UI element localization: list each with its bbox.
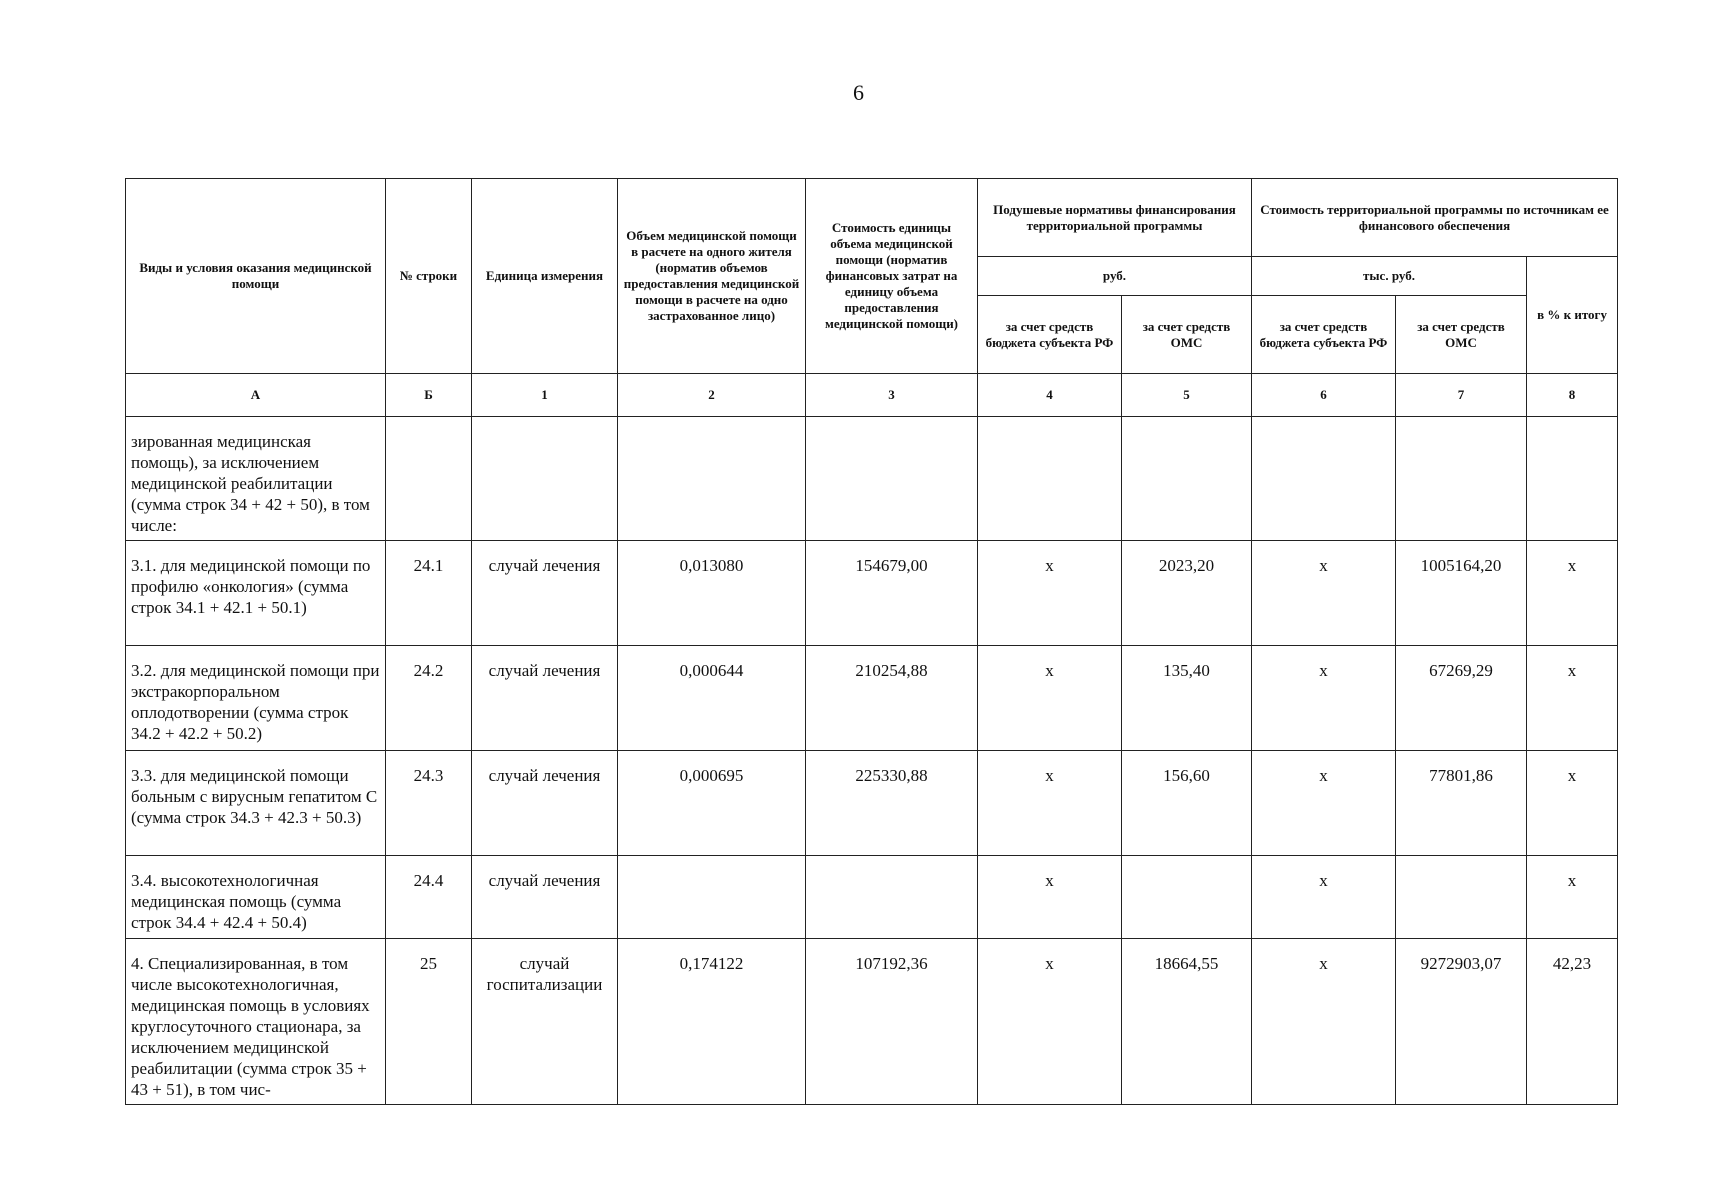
cell-pc-oms [1122,417,1252,541]
header-percent: в % к итогу [1527,257,1618,374]
cell-percent: х [1527,541,1618,646]
cell-volume [618,856,806,939]
cell-c-oms [1396,856,1527,939]
table-row [126,751,1618,856]
colnum-3: 3 [806,374,978,417]
cell-pc-oms [1122,856,1252,939]
cell-volume: 0,000644 [618,646,806,751]
cell-percent [1527,417,1618,541]
cell-row-no: 24.4 [386,856,472,939]
cell-percent: х [1527,751,1618,856]
cell-kind: 3.1. для медицинской помощи по профилю «онкология» (сумма строк 34.1 + 42.1 + 50.1) [126,541,386,646]
cell-pc-oms: 135,40 [1122,646,1252,751]
colnum-a: А [126,374,386,417]
cell-unit [472,417,618,541]
cell-cost [806,856,978,939]
cell-c-budget: х [1252,939,1396,1105]
header-row-1 [126,179,1618,257]
cell-percent: х [1527,856,1618,939]
cell-volume: 0,013080 [618,541,806,646]
header-row-no: № строки [386,179,472,374]
table-row [126,939,1618,1105]
cell-kind: 3.3. для медицинской помощи больным с вирусным гепатитом С (сумма строк 34.3 + 42.3 + 50.3) [126,751,386,856]
cell-cost: 154679,00 [806,541,978,646]
cell-pc-budget: х [978,541,1122,646]
cell-pc-budget: х [978,751,1122,856]
cell-c-oms: 77801,86 [1396,751,1527,856]
cell-c-oms: 1005164,20 [1396,541,1527,646]
cell-c-oms: 67269,29 [1396,646,1527,751]
cell-volume: 0,000695 [618,751,806,856]
page-number: 6 [853,80,864,105]
colnum-b: Б [386,374,472,417]
header-kind: Виды и условия оказания медицинской помощи [126,179,386,374]
colnum-5: 5 [1122,374,1252,417]
cell-cost: 107192,36 [806,939,978,1105]
cell-row-no [386,417,472,541]
cell-pc-budget [978,417,1122,541]
header-sub-budget-2: за счет средств бюджета субъекта РФ [1252,296,1396,374]
cell-row-no: 24.3 [386,751,472,856]
table-row [126,856,1618,939]
header-sub-oms: за счет средств ОМС [1122,296,1252,374]
cell-cost [806,417,978,541]
colnum-7: 7 [1396,374,1527,417]
cell-pc-budget: х [978,856,1122,939]
header-volume: Объем медицинской помощи в расчете на одного жителя (норматив объемов предоставления медицинской помощи в расчете на одно застрахованное лицо) [618,179,806,374]
colnum-2: 2 [618,374,806,417]
header-group-per-capita: Подушевые нормативы финансирования территориальной программы [978,179,1252,257]
cell-c-budget: х [1252,751,1396,856]
header-sub-oms-2: за счет средств ОМС [1396,296,1527,374]
cell-unit: случай лечения [472,541,618,646]
header-group-cost: Стоимость территориальной программы по источникам ее финансового обеспечения [1252,179,1618,257]
cell-unit: случай лечения [472,856,618,939]
cell-kind: 4. Специализированная, в том числе высокотехнологичная, медицинская помощь в условиях круглосуточного стационара, за исключением медицинской реабилитации (сумма строк 35 + 43 + 51), в том чис- [126,939,386,1105]
cell-c-budget [1252,417,1396,541]
cell-cost: 210254,88 [806,646,978,751]
colnum-1: 1 [472,374,618,417]
cell-pc-budget: х [978,646,1122,751]
cell-c-oms [1396,417,1527,541]
colnum-8: 8 [1527,374,1618,417]
header-unit: Единица измерения [472,179,618,374]
colnum-4: 4 [978,374,1122,417]
cell-c-oms: 9272903,07 [1396,939,1527,1105]
cell-row-no: 24.1 [386,541,472,646]
cell-row-no: 24.2 [386,646,472,751]
cell-pc-oms: 156,60 [1122,751,1252,856]
column-number-row [126,374,1618,417]
cell-unit: случай лечения [472,646,618,751]
table-row [126,646,1618,751]
header-cost: Стоимость единицы объема медицинской помощи (норматив финансовых затрат на единицу объема предоставления медицинской помощи) [806,179,978,374]
cell-kind: зированная медицинская помощь), за исключением медицинской реабилитации (сумма строк 34 + 42 + 50), в том числе: [126,417,386,541]
table-row [126,417,1618,541]
header-unit-thousand-rub: тыс. руб. [1252,257,1527,296]
cell-percent: х [1527,646,1618,751]
cell-kind: 3.4. высокотехнологичная медицинская помощь (сумма строк 34.4 + 42.4 + 50.4) [126,856,386,939]
header-unit-rub: руб. [978,257,1252,296]
cell-c-budget: х [1252,856,1396,939]
cell-kind: 3.2. для медицинской помощи при экстракорпоральном оплодотворении (сумма строк 34.2 + 42.2 + 50.2) [126,646,386,751]
cell-cost: 225330,88 [806,751,978,856]
cell-c-budget: х [1252,646,1396,751]
cell-pc-oms: 2023,20 [1122,541,1252,646]
cell-unit: случай госпитализации [472,939,618,1105]
cell-pc-budget: х [978,939,1122,1105]
cell-volume: 0,174122 [618,939,806,1105]
cell-volume [618,417,806,541]
cell-pc-oms: 18664,55 [1122,939,1252,1105]
colnum-6: 6 [1252,374,1396,417]
cell-c-budget: х [1252,541,1396,646]
cell-row-no: 25 [386,939,472,1105]
cell-percent: 42,23 [1527,939,1618,1105]
financing-table [125,178,1618,1105]
cell-unit: случай лечения [472,751,618,856]
header-sub-budget: за счет средств бюджета субъекта РФ [978,296,1122,374]
table-row [126,541,1618,646]
